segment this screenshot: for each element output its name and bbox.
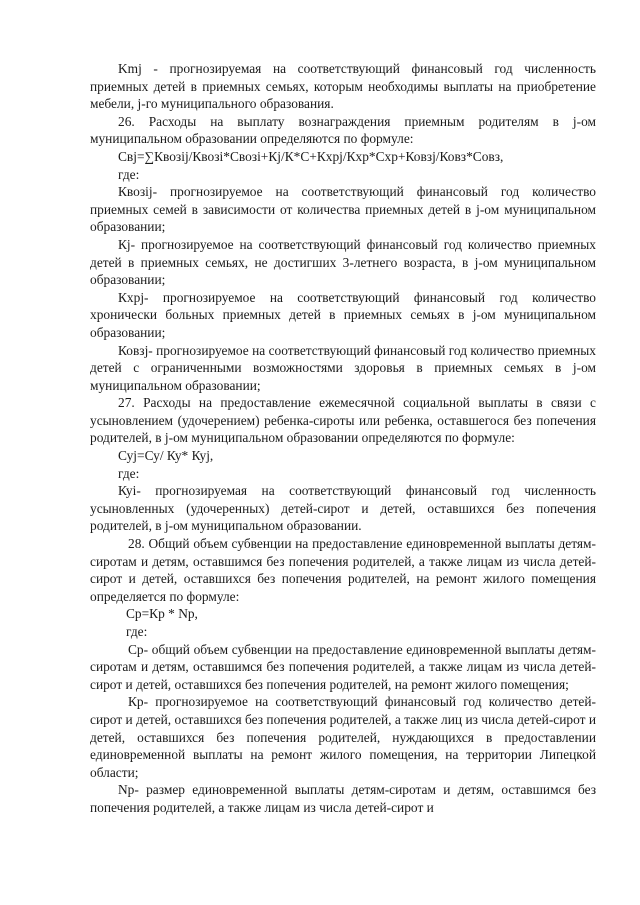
paragraph-kmj-definition: Kmj - прогнозируемая на соответствующий финансовый год численность приемных детей в приемных семьях, которым необходимы выплаты на приобретение мебели, j-го муниципального образования. [90,61,596,112]
paragraph-kr-definition: Кр- прогнозируемое на соответствующий финансовый год количество детей-сирот и детей, оставшихся без попечения родителей, а также лиц из числа детей-сирот и детей, оставшихся без попечения родителей, нуждающихся в предоставлении единовременной выплаты на ремонт жилого помещения, на территории Липецкой области; [90,694,596,780]
where-label: где: [118,166,140,182]
paragraph-khrj-definition: Кхрj- прогнозируемое на соответствующий финансовый год количество хронически больных приемных детей в приемных семьях в j-ом муниципальном образовании; [90,289,596,340]
paragraph-nr-definition: Nр- размер единовременной выплаты детям-сиротам и детям, оставшимся без попечения родителей, а также лицам из числа детей-сирот и [90,782,596,815]
document-body [90,60,596,817]
paragraph-sr-definition: Ср- общий объем субвенции на предоставление единовременной выплаты детям-сиротам и детям, оставшимся без попечения родителей, а также лицам из числа детей-сирот и детей, оставшихся без попечения родителей, на ремонт жилого помещения; [90,641,596,692]
paragraph-kvozij-definition: Квозij- прогнозируемое на соответствующий финансовый год количество приемных семей в зависимости от количества приемных детей в j-ом муниципальном образовании; [90,184,596,235]
where-label: где: [126,624,148,639]
formula-sr: Ср=Кр * Nр, [126,606,198,622]
paragraph-item-27: 27. Расходы на предоставление ежемесячной социальной выплаты в связи с усыновлением (удочерением) ребенка-сироты или ребенка, оставшегося без попечения родителей, в j-ом муниципальном образовании определяются по формуле: [90,395,596,446]
paragraph-kovzj-definition: Ковзj- прогнозируемое на соответствующий финансовый год количество приемных детей с ограниченными возможностями здоровья в приемных семьях в j-ом муниципальном образовании; [90,342,596,393]
paragraph-kj-definition: Кj- прогнозируемое на соответствующий финансовый год количество приемных детей в приемных семьях, не достигших 3-летнего возраста, в j-ом муниципальном образовании; [90,236,596,288]
where-label: где: [118,465,140,481]
paragraph-item-26: 26. Расходы на выплату вознаграждения приемным родителям в j-ом муниципальном образовании определяются по формуле: [90,113,596,147]
paragraph-item-28: 28. Общий объем субвенции на предоставление единовременной выплаты детям-сиротам и детям, оставшимся без попечения родителей, а также лицам из числа детей-сирот и детей, оставшихся без попечения родителей, на ремонт жилого помещения определяется по формуле: [90,536,596,604]
formula-svj: Свj=∑Квозij/Квозi*Свозi+Кj/К*С+Кхрj/Кхр*Схр+Ковзj/Ковз*Совз, [118,148,504,164]
formula-suj: Суj=Су/ Ку* Куj, [118,448,214,464]
paragraph-kui-definition: Куi- прогнозируемая на соответствующий финансовый год численность усыновленных (удочеренных) детей-сирот и детей, оставшихся без попечения родителей, в j-ом муниципальном образовании. [90,483,596,534]
